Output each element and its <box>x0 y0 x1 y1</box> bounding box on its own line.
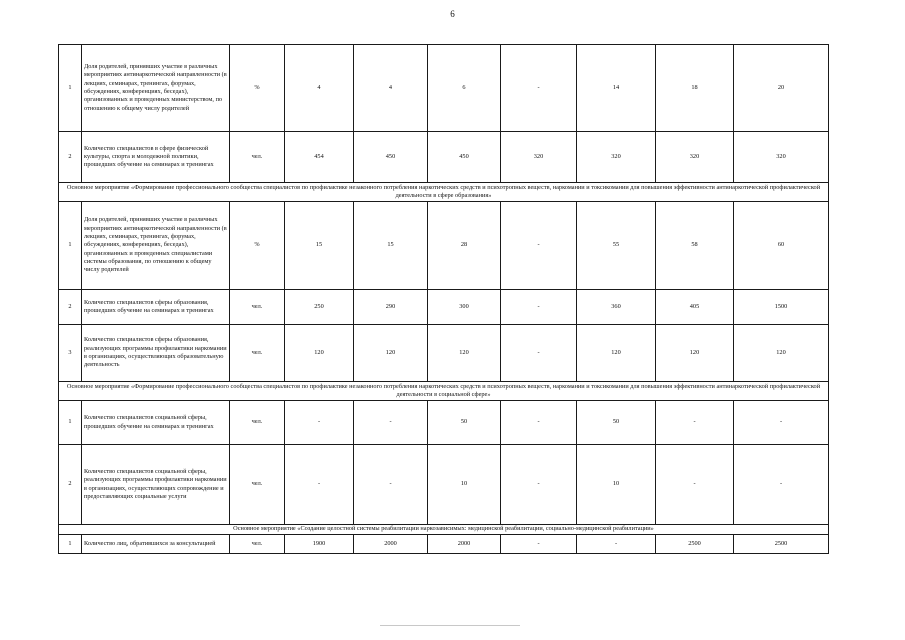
indicator-value: - <box>501 290 577 325</box>
indicator-value: 320 <box>734 132 829 183</box>
row-number: 2 <box>59 290 82 325</box>
indicator-value: - <box>501 445 577 525</box>
indicator-value: 450 <box>354 132 428 183</box>
row-number: 1 <box>59 45 82 132</box>
indicator-value: 320 <box>656 132 734 183</box>
indicator-value: 10 <box>428 445 501 525</box>
table-row <box>59 535 829 554</box>
indicator-value: - <box>656 401 734 445</box>
indicator-value: 1900 <box>285 535 354 554</box>
indicator-value: 4 <box>354 45 428 132</box>
page-number: 6 <box>450 9 455 19</box>
indicator-value: 6 <box>428 45 501 132</box>
indicator-value: 120 <box>428 325 501 382</box>
indicator-value: - <box>734 445 829 525</box>
table-row <box>59 445 829 525</box>
indicator-value: 1500 <box>734 290 829 325</box>
indicator-value: 120 <box>734 325 829 382</box>
indicator-value: - <box>354 401 428 445</box>
section-header-row <box>59 525 829 535</box>
indicator-value: 454 <box>285 132 354 183</box>
section-title: Основное мероприятие «Создание целостной системы реабилитации наркозависимых: медицинской реабилитации, социально-медицинской реабилитации» <box>59 525 829 535</box>
row-number: 1 <box>59 202 82 290</box>
indicator-value: 28 <box>428 202 501 290</box>
indicator-value: 2000 <box>428 535 501 554</box>
indicator-value: 120 <box>285 325 354 382</box>
indicator-value: 2000 <box>354 535 428 554</box>
unit-of-measure: чел. <box>230 401 285 445</box>
indicator-name: Доля родителей, принявших участие в различных мероприятиях антинаркотической направленности (в лекциях, семинарах, тренингах, форумах, обсуждениях, конференциях, беседах), организованных и проведенных специалистами системы образования, по отношению к общему числу родителей <box>82 202 230 290</box>
section-header-row <box>59 382 829 401</box>
indicator-value: 320 <box>577 132 656 183</box>
indicator-value: 290 <box>354 290 428 325</box>
indicator-value: 14 <box>577 45 656 132</box>
unit-of-measure: чел. <box>230 445 285 525</box>
unit-of-measure: чел. <box>230 290 285 325</box>
indicator-value: - <box>285 445 354 525</box>
indicator-value: 15 <box>354 202 428 290</box>
scan-artifact-line <box>380 625 520 626</box>
table-row <box>59 132 829 183</box>
indicator-value: 120 <box>577 325 656 382</box>
indicator-value: - <box>577 535 656 554</box>
indicator-value: - <box>734 401 829 445</box>
indicator-value: 320 <box>501 132 577 183</box>
unit-of-measure: % <box>230 202 285 290</box>
indicator-value: 50 <box>577 401 656 445</box>
indicator-value: 405 <box>656 290 734 325</box>
indicator-value: 15 <box>285 202 354 290</box>
indicator-value: 4 <box>285 45 354 132</box>
indicator-value: 18 <box>656 45 734 132</box>
indicator-value: - <box>501 401 577 445</box>
indicator-value: 58 <box>656 202 734 290</box>
indicator-value: 60 <box>734 202 829 290</box>
indicator-value: - <box>501 202 577 290</box>
row-number: 2 <box>59 132 82 183</box>
table-row <box>59 325 829 382</box>
table-row <box>59 290 829 325</box>
unit-of-measure: чел. <box>230 132 285 183</box>
row-number: 1 <box>59 535 82 554</box>
indicator-value: - <box>354 445 428 525</box>
table-row <box>59 202 829 290</box>
unit-of-measure: % <box>230 45 285 132</box>
indicator-value: - <box>656 445 734 525</box>
indicator-value: 10 <box>577 445 656 525</box>
unit-of-measure: чел. <box>230 325 285 382</box>
indicator-value: 20 <box>734 45 829 132</box>
indicator-value: 120 <box>354 325 428 382</box>
indicator-value: 450 <box>428 132 501 183</box>
indicator-name: Количество специалистов сферы образования, прошедших обучение на семинарах и тренингах <box>82 290 230 325</box>
row-number: 3 <box>59 325 82 382</box>
indicator-value: - <box>501 325 577 382</box>
indicator-value: 2500 <box>734 535 829 554</box>
indicator-name: Количество лиц, обратившихся за консультацией <box>82 535 230 554</box>
table-row <box>59 401 829 445</box>
row-number: 1 <box>59 401 82 445</box>
indicator-value: - <box>285 401 354 445</box>
section-header-row <box>59 183 829 202</box>
indicator-name: Количество специалистов в сфере физической культуры, спорта и молодежной политики, прошедших обучение на семинарах и тренингах <box>82 132 230 183</box>
indicator-value: 300 <box>428 290 501 325</box>
indicator-name: Количество специалистов сферы образования, реализующих программы профилактики наркомании в организациях, осуществляющих образовательную деятельность <box>82 325 230 382</box>
table-row <box>59 45 829 132</box>
indicator-name: Доля родителей, принявших участие в различных мероприятиях антинаркотической направленности (в лекциях, семинарах, тренингах, форумах, обсуждениях, конференциях, беседах), организованных и проведенных министерством, по отношению к общему числу родителей <box>82 45 230 132</box>
indicator-value: 50 <box>428 401 501 445</box>
section-title: Основное мероприятие «Формирование профессионального сообщества специалистов по профилактике незаконного потребления наркотических средств и психотропных веществ, наркомании и токсикомании для повышения эффективности антинаркотической профилактической деятельности в социальной сфере» <box>59 382 829 401</box>
section-title: Основное мероприятие «Формирование профессионального сообщества специалистов по профилактике незаконного потребления наркотических средств и психотропных веществ, наркомании и токсикомании для повышения эффективности антинаркотической профилактической деятельности в сфере образования» <box>59 183 829 202</box>
indicator-value: 250 <box>285 290 354 325</box>
indicator-value: 55 <box>577 202 656 290</box>
indicators-table <box>58 44 829 554</box>
indicator-value: 360 <box>577 290 656 325</box>
indicator-name: Количество специалистов социальной сферы, прошедших обучение на семинарах и тренингах <box>82 401 230 445</box>
indicator-value: 120 <box>656 325 734 382</box>
indicator-value: 2500 <box>656 535 734 554</box>
row-number: 2 <box>59 445 82 525</box>
unit-of-measure: чел. <box>230 535 285 554</box>
indicator-name: Количество специалистов социальной сферы, реализующих программы профилактики наркомании в организациях, осуществляющих сопровождение и предоставляющих социальные услуги <box>82 445 230 525</box>
indicator-value: - <box>501 535 577 554</box>
indicator-value: - <box>501 45 577 132</box>
